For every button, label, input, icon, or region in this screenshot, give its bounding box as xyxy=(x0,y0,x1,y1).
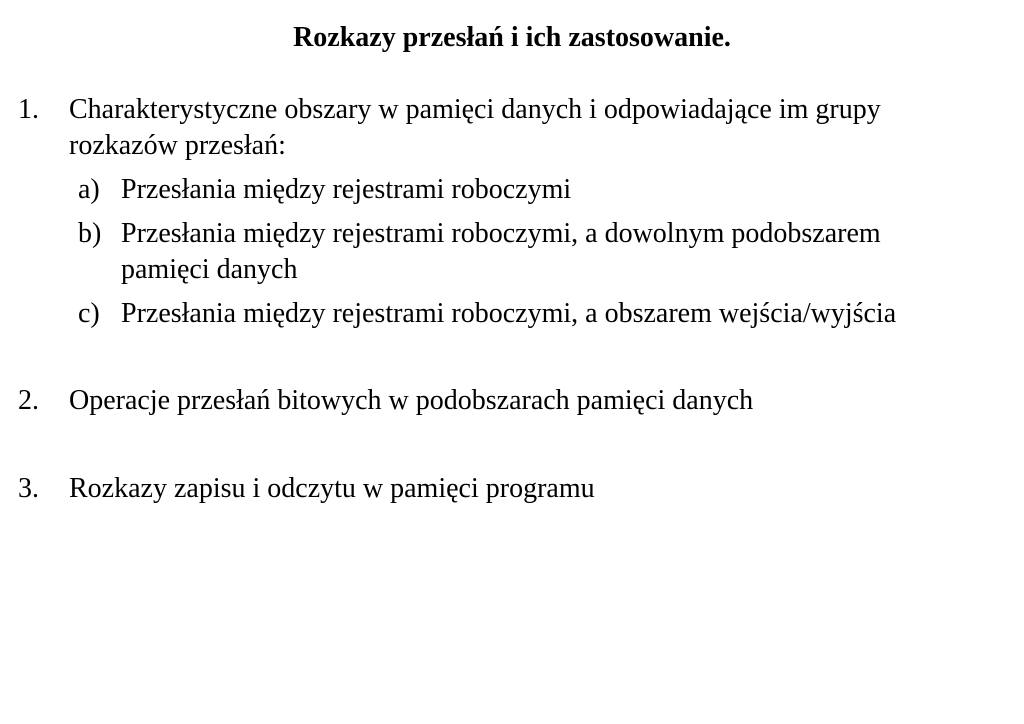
list-item-number: 2. xyxy=(18,385,39,416)
sub-item-line: Przesłania między rejestrami roboczymi xyxy=(121,174,572,205)
sub-item-line: Przesłania między rejestrami roboczymi, a obszarem wejścia/wyjścia xyxy=(121,298,897,329)
sub-item-letter: a) xyxy=(78,174,100,205)
list-item-line: Operacje przesłań bitowych w podobszarach pamięci danych xyxy=(69,385,754,416)
page-title: Rozkazy przesłań i ich zastosowanie. xyxy=(293,22,731,53)
list-item-number: 1. xyxy=(18,94,39,125)
list-item-text xyxy=(69,471,1009,507)
sub-item-line: Przesłania między rejestrami roboczymi, a dowolnym podobszarem xyxy=(121,218,881,249)
list-item-text xyxy=(69,383,1009,419)
list-item-line: rozkazów przesłań: xyxy=(69,130,286,161)
sub-item-line: pamięci danych xyxy=(121,254,298,285)
list-item-line: Charakterystyczne obszary w pamięci danych i odpowiadające im grupy xyxy=(69,94,881,125)
sub-item-letter: c) xyxy=(78,298,100,329)
sub-item-text xyxy=(121,216,1011,288)
sub-item-text xyxy=(121,296,1011,332)
list-item-text xyxy=(69,92,1009,164)
list-item-line: Rozkazy zapisu i odczytu w pamięci programu xyxy=(69,473,595,504)
list-item-number: 3. xyxy=(18,473,39,504)
sub-item-text xyxy=(121,172,1011,208)
sub-item-letter: b) xyxy=(78,218,102,249)
